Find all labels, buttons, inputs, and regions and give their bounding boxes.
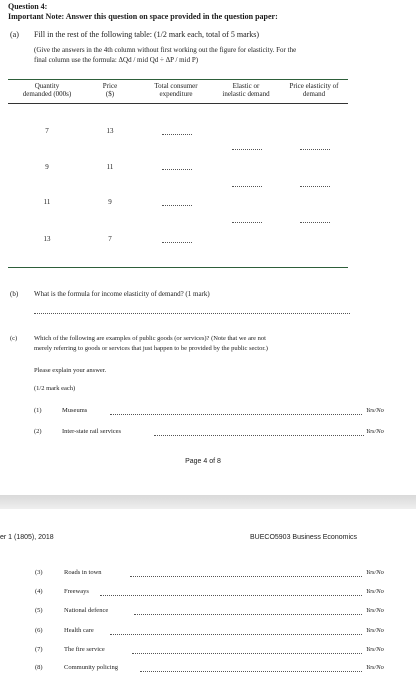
answer-blank[interactable] bbox=[300, 149, 330, 150]
table-top-rule bbox=[8, 79, 348, 80]
part-b-question: What is the formula for income elasticity of demand? (1 mark) bbox=[34, 290, 210, 298]
part-a-label: (a) bbox=[10, 30, 19, 39]
part-c-line1: Which of the following are examples of public goods (or services)? (Note that we are not bbox=[34, 335, 266, 342]
table-header-rule bbox=[8, 103, 348, 104]
cell-price: 11 bbox=[106, 163, 114, 171]
item-number: (3) bbox=[35, 569, 43, 576]
item-label: Roads in town bbox=[64, 569, 102, 576]
page-header-right: BUECO5903 Business Economics bbox=[250, 534, 357, 541]
answer-blank[interactable] bbox=[232, 149, 262, 150]
item-label: The fire service bbox=[64, 646, 105, 653]
item-number: (6) bbox=[35, 627, 43, 634]
item-number: (5) bbox=[35, 607, 43, 614]
col-header-quantity: Quantity demanded (000s) bbox=[22, 82, 72, 98]
cell-quantity: 7 bbox=[45, 127, 49, 135]
yes-no-choice[interactable]: Yes/No bbox=[366, 569, 384, 576]
part-b-answer-line[interactable] bbox=[34, 313, 350, 314]
item-number: (1) bbox=[34, 407, 42, 414]
item-label: National defence bbox=[64, 607, 109, 614]
exam-page-5 bbox=[0, 509, 416, 700]
item-number: (7) bbox=[35, 646, 43, 653]
answer-line[interactable] bbox=[154, 435, 364, 436]
answer-line[interactable] bbox=[110, 414, 362, 415]
yes-no-choice[interactable]: Yes/No bbox=[366, 627, 384, 634]
answer-blank[interactable] bbox=[162, 134, 192, 135]
col-header-elastic: Elastic or inelastic demand bbox=[222, 82, 270, 98]
yes-no-choice[interactable]: Yes/No bbox=[366, 664, 384, 671]
item-label: Inter-state rail services bbox=[62, 428, 122, 435]
table-bottom-rule bbox=[8, 267, 348, 268]
item-label: Freeways bbox=[64, 588, 89, 595]
part-c-explain: Please explain your answer. bbox=[34, 367, 107, 374]
answer-blank[interactable] bbox=[232, 186, 262, 187]
part-a-note-line1: (Give the answers in the 4th column without first working out the figure for elasticity. For the bbox=[34, 46, 297, 54]
cell-price: 9 bbox=[108, 198, 112, 206]
answer-line[interactable] bbox=[130, 576, 362, 577]
cell-price: 13 bbox=[106, 127, 114, 135]
answer-blank[interactable] bbox=[300, 222, 330, 223]
yes-no-choice[interactable]: Yes/No bbox=[366, 588, 384, 595]
yes-no-choice[interactable]: Yes/No bbox=[366, 407, 384, 414]
page-separator bbox=[0, 495, 416, 509]
item-label: Community policing bbox=[64, 664, 118, 671]
item-number: (2) bbox=[34, 428, 42, 435]
yes-no-choice[interactable]: Yes/No bbox=[366, 428, 384, 435]
cell-quantity: 13 bbox=[43, 235, 51, 243]
cell-price: 7 bbox=[108, 235, 112, 243]
part-b-label: (b) bbox=[10, 290, 19, 298]
col-header-expenditure: Total consumer expenditure bbox=[154, 82, 198, 98]
page-header-left: er 1 (1805), 2018 bbox=[0, 534, 54, 541]
answer-blank[interactable] bbox=[232, 222, 262, 223]
question-title: Question 4: bbox=[8, 2, 48, 11]
answer-line[interactable] bbox=[132, 653, 362, 654]
item-label: Museums bbox=[62, 407, 88, 414]
answer-blank[interactable] bbox=[162, 169, 192, 170]
answer-line[interactable] bbox=[134, 614, 362, 615]
page-number: Page 4 of 8 bbox=[185, 458, 221, 465]
part-a-note-line2: final column use the formula: ΔQd / mid Qd ÷ ΔP / mid P) bbox=[34, 56, 199, 64]
answer-blank[interactable] bbox=[300, 186, 330, 187]
item-number: (4) bbox=[35, 588, 43, 595]
item-number: (8) bbox=[35, 664, 43, 671]
part-c-label: (c) bbox=[10, 335, 18, 342]
answer-line[interactable] bbox=[110, 634, 362, 635]
answer-blank[interactable] bbox=[162, 205, 192, 206]
important-note: Important Note: Answer this question on space provided in the question paper: bbox=[8, 12, 278, 21]
answer-blank[interactable] bbox=[162, 242, 192, 243]
cell-quantity: 9 bbox=[45, 163, 49, 171]
answer-line[interactable] bbox=[140, 671, 362, 672]
yes-no-choice[interactable]: Yes/No bbox=[366, 646, 384, 653]
yes-no-choice[interactable]: Yes/No bbox=[366, 607, 384, 614]
part-a-instruction: Fill in the rest of the following table: (1/2 mark each, total of 5 marks) bbox=[34, 30, 260, 39]
col-header-price: Price ($) bbox=[102, 82, 118, 98]
part-c-marks: (1/2 mark each) bbox=[34, 385, 76, 392]
item-label: Health care bbox=[64, 627, 94, 634]
answer-line[interactable] bbox=[100, 595, 362, 596]
col-header-elasticity: Price elasticity of demand bbox=[289, 82, 339, 98]
cell-quantity: 11 bbox=[43, 198, 51, 206]
part-c-line2: merely referring to goods or services that just happen to be provided by the public sector.) bbox=[34, 345, 268, 352]
